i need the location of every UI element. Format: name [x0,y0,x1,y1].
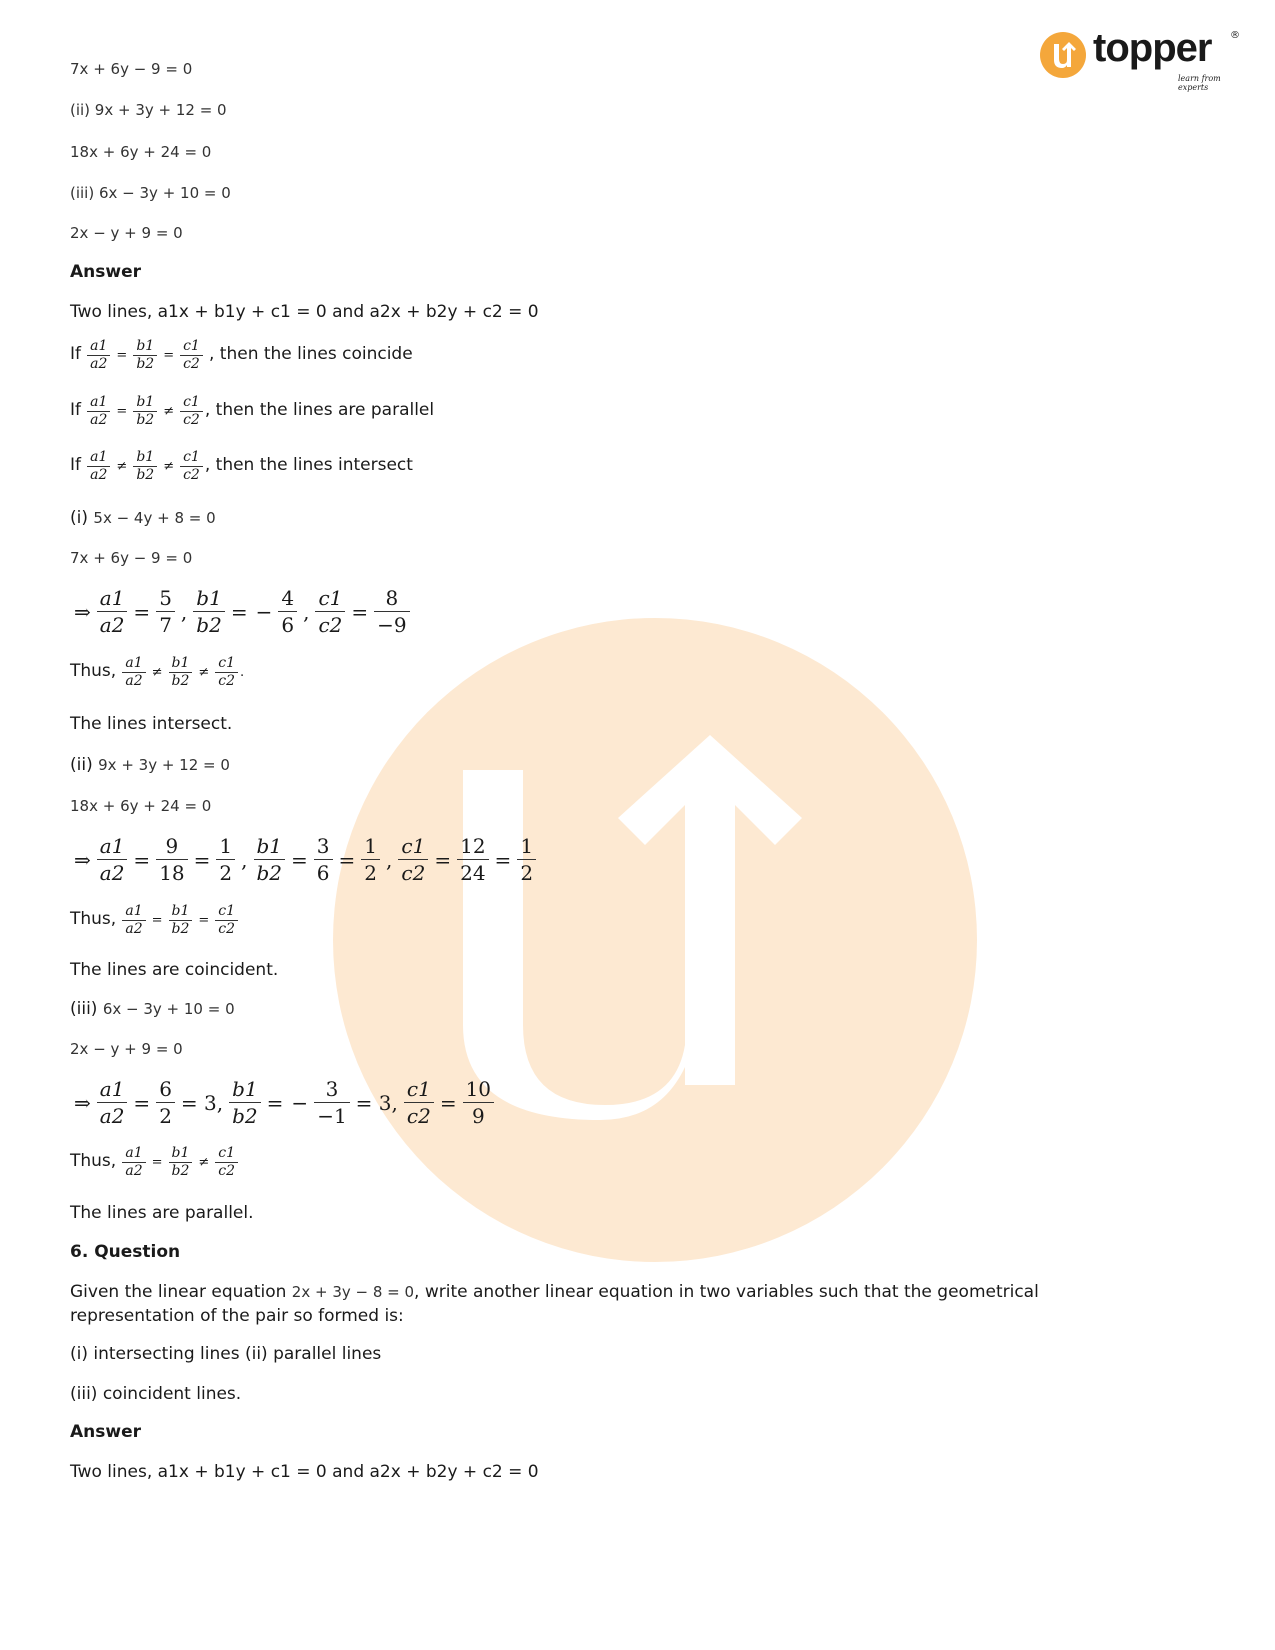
question-6-option-2: (iii) coincident lines. [70,1384,242,1404]
watermark-logo [320,605,990,1275]
thus-line-i: Thus, $\frac{a1}{a2}$ ≠ $\frac{b1}{b2}$ ≠ $\frac{c1}{c2}$ . [70,655,245,689]
part-equation: 2x − y + 9 = 0 [70,1040,183,1058]
part-label: (iii) [70,999,98,1019]
topper-logo-mark [1040,32,1086,78]
answer-heading: Answer [70,262,141,282]
rule-coincide: If $\frac{a1}{a2}$ = $\frac{b1}{b2}$ = $\frac{c1}{c2}$ , then the lines coincide [70,338,413,372]
equation-line: (iii) 6x − 3y + 10 = 0 [70,184,231,202]
equation-line: (ii) 9x + 3y + 12 = 0 [70,101,227,119]
equation-line: 2x − y + 9 = 0 [70,224,183,242]
rule-if: If [70,344,81,364]
part-equation: 18x + 6y + 24 = 0 [70,797,212,815]
question-6-text-b: , write another linear equation in two variables such that the geometrical [414,1282,1039,1302]
part-equation: 6x − 3y + 10 = 0 [102,1000,235,1018]
equation-line: 18x + 6y + 24 = 0 [70,143,212,161]
topper-logo[interactable] [1040,26,1240,92]
conclusion-i: The lines intersect. [70,714,233,734]
registered-mark: ® [1230,30,1240,41]
question-6-answer-heading: Answer [70,1422,141,1442]
question-6-two-lines: Two lines, a1x + b1y + c1 = 0 and a2x + b2y + c2 = 0 [70,1462,539,1482]
rule-if: If [70,455,81,475]
conclusion-ii: The lines are coincident. [70,960,279,980]
part-equation: 9x + 3y + 12 = 0 [98,756,230,774]
question-6-text-a: Given the linear equation [70,1282,292,1302]
part-iii-header [70,999,235,1019]
ratio-line-ii: ⇒ $\frac{a1}{a2}$ = $\frac{9}{18}$ = $\frac{1}{2}$ , $\frac{b1}{b2}$ = $\frac{3}{6}$ = $\frac{1}{2}$ , $\frac{c1}{c2}$ = $\frac{12}{24}$ = $\frac{1}{2}$ [70,833,538,886]
part-label: (ii) [70,755,93,775]
part-i-header [70,508,216,528]
part-equation: 7x + 6y − 9 = 0 [70,549,193,567]
rule-intersect: If $\frac{a1}{a2}$ ≠ $\frac{b1}{b2}$ ≠ $\frac{c1}{c2}$ , then the lines intersect [70,449,413,483]
thus-label: Thus, [70,909,117,929]
rule-if: If [70,400,81,420]
rule-parallel: If $\frac{a1}{a2}$ = $\frac{b1}{b2}$ ≠ $\frac{c1}{c2}$ , then the lines are parallel [70,394,435,428]
brand-tagline: learn from experts [1178,74,1221,92]
ratio-line-iii: ⇒ $\frac{a1}{a2}$ = $\frac{6}{2}$ = 3, $\frac{b1}{b2}$ = − $\frac{3}{-1}$ = 3, $\frac{c1}{c2}$ = $\frac{10}{9}$ [70,1076,496,1129]
question-6-text-c: representation of the pair so formed is: [70,1306,404,1326]
brand-name: topper [1093,26,1212,70]
question-6-heading: 6. Question [70,1242,181,1262]
question-6-equation: 2x + 3y − 8 = 0 [291,1283,415,1301]
equation-line: 7x + 6y − 9 = 0 [70,60,193,78]
thus-line-ii: Thus, $\frac{a1}{a2}$ = $\frac{b1}{b2}$ = $\frac{c1}{c2}$ [70,903,240,938]
thus-label: Thus, [70,661,117,681]
thus-label: Thus, [70,1151,117,1171]
conclusion-iii: The lines are parallel. [70,1203,254,1223]
question-6-option-1: (i) intersecting lines (ii) parallel lines [70,1344,382,1364]
rule-intersect-text: , then the lines intersect [204,455,413,475]
part-label: (i) [70,508,88,528]
part-ii-header [70,755,230,775]
part-equation: 5x − 4y + 8 = 0 [93,509,216,527]
two-lines-statement: Two lines, a1x + b1y + c1 = 0 and a2x + b2y + c2 = 0 [70,302,539,322]
rule-parallel-text: , then the lines are parallel [204,400,435,420]
thus-line-iii: Thus, $\frac{a1}{a2}$ = $\frac{b1}{b2}$ ≠ $\frac{c1}{c2}$ [70,1145,240,1180]
question-6-text [70,1280,1070,1328]
ratio-line-i: ⇒ $\frac{a1}{a2}$ = $\frac{5}{7}$ , $\frac{b1}{b2}$ = − $\frac{4}{6}$ , $\frac{c1}{c2}$ = $\frac{8}{-9}$ [70,585,412,638]
rule-coincide-text: , then the lines coincide [208,344,413,364]
